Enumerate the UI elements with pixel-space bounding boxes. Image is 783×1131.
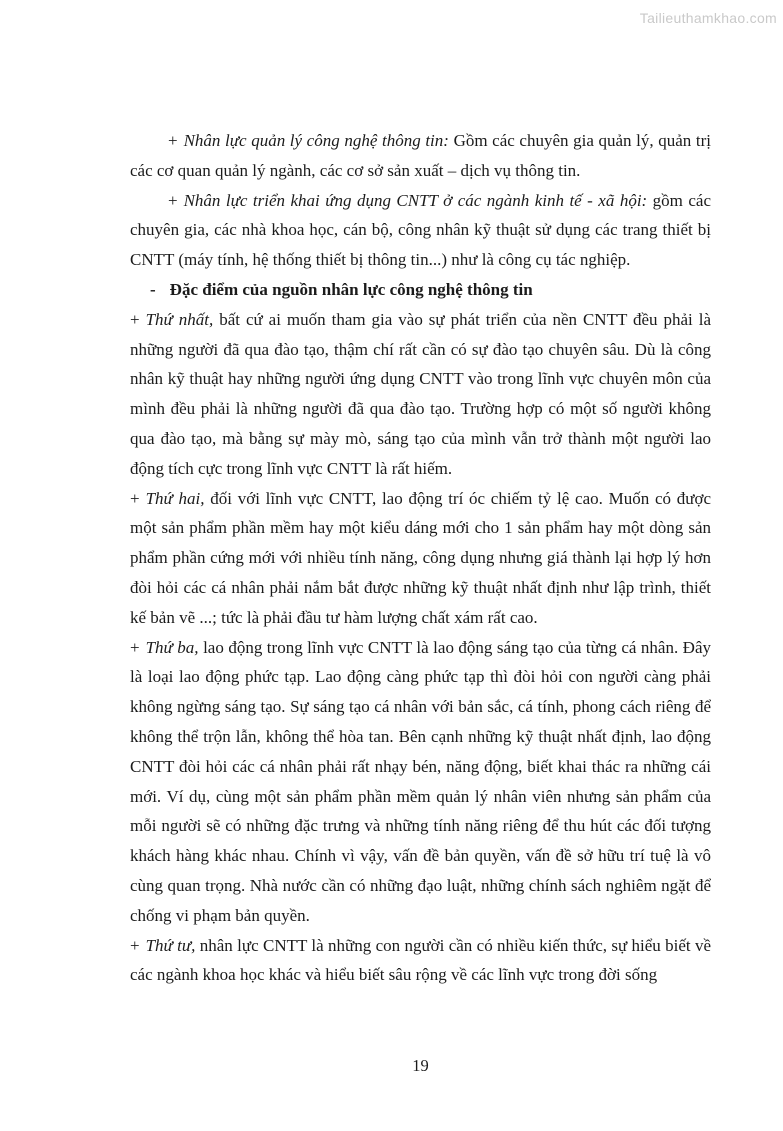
paragraph-nhan-luc-quan-ly	[130, 126, 711, 186]
paragraph-lead: Thứ ba,	[145, 637, 199, 657]
section-heading-label: Đặc điểm của nguồn nhân lực công nghệ thông tin	[169, 279, 533, 299]
watermark: Tailieuthamkhao.com	[639, 10, 777, 26]
dash-marker: -	[150, 279, 156, 299]
page-number: 19	[412, 1056, 429, 1075]
paragraph-text: gồm các chuyên gia, các nhà khoa học, cán bộ, công nhân kỹ thuật sử dụng các trang thiết bị CNTT (máy tính, hệ thống thiết bị thông tin...) như là công cụ tác nghiệp.	[130, 190, 711, 270]
paragraph-lead: Nhân lực triển khai ứng dụng CNTT ở các ngành kinh tế - xã hội:	[183, 190, 648, 210]
paragraph-lead: Thứ hai,	[145, 488, 205, 508]
plus-marker: +	[168, 190, 178, 210]
paragraph-text: Gồm các chuyên gia quản lý, quản trị các cơ quan quản lý ngành, các cơ sở sản xuất – dịch vụ thông tin.	[130, 131, 712, 180]
paragraph-thu-ba	[130, 633, 711, 931]
paragraph-lead: Thứ tư,	[145, 935, 196, 955]
plus-marker: +	[168, 131, 178, 150]
paragraph-lead: Thứ nhất,	[145, 309, 214, 329]
section-heading	[130, 275, 711, 305]
plus-marker: +	[130, 935, 140, 955]
paragraph-text: lao động trong lĩnh vực CNTT là lao động sáng tạo của từng cá nhân. Đây là loại lao động phức tạp. Lao động càng phức tạp thì đòi hỏi con người càng phải không ngừng sáng tạo. Sự sáng tạo cá nhân với bản sắc, cá tính, phong cách riêng để không thể trộn lẫn, không thể hòa tan. Bên cạnh những kỹ thuật nhất định, lao động CNTT đòi hỏi các cá nhân phải rất nhạy bén, năng động, biết khai thác ra những cái mới. Ví dụ, cùng một sản phẩm phần mềm quản lý nhân viên nhưng sản phẩm của mỗi người sẽ có những đặc trưng và những tính năng riêng để thu hút các đối tượng khách hàng khác nhau. Chính vì vậy, vấn đề bản quyền, vấn đề sở hữu trí tuệ là vô cùng quan trọng. Nhà nước cần có những đạo luật, những chính sách nghiêm ngặt để chống vi phạm bản quyền.	[130, 637, 712, 925]
plus-marker: +	[130, 488, 140, 508]
plus-marker: +	[130, 309, 140, 329]
plus-marker: +	[130, 637, 140, 657]
paragraph-thu-hai	[130, 484, 711, 633]
document-content	[130, 126, 711, 990]
paragraph-text: nhân lực CNTT là những con người cần có nhiều kiến thức, sự hiểu biết về các ngành khoa học khác và hiểu biết sâu rộng về các lĩnh vực trong đời sống	[130, 935, 711, 985]
paragraph-lead: Nhân lực quản lý công nghệ thông tin:	[183, 131, 449, 150]
paragraph-text: bất cứ ai muốn tham gia vào sự phát triển của nền CNTT đều phải là những người đã qua đào tạo, thậm chí rất cần có sự đào tạo chuyên sâu. Dù là công nhân kỹ thuật hay những người ứng dụng CNTT vào trong lĩnh vực chuyên môn của mình đều phải là những người đã qua đào tạo. Trường hợp có một số người không qua đào tạo, mà bằng sự mày mò, sáng tạo của mình vẫn trở thành một người lao động tích cực trong lĩnh vực CNTT là rất hiếm.	[130, 309, 712, 478]
paragraph-thu-nhat	[130, 305, 711, 484]
paragraph-nhan-luc-trien-khai	[130, 186, 711, 275]
paragraph-thu-tu	[130, 931, 711, 991]
paragraph-text: đối với lĩnh vực CNTT, lao động trí óc chiếm tỷ lệ cao. Muốn có được một sản phẩm phần mềm hay một kiểu dáng mới cho 1 sản phẩm hay một dòng sản phẩm phần cứng mới với nhiều tính năng, công dụng nhưng giá thành lại hợp lý hơn đòi hỏi các cá nhân phải nắm bắt được những kỹ thuật nhất định như lập trình, thiết kế bản vẽ ...; tức là phải đầu tư hàm lượng chất xám rất cao.	[130, 488, 711, 627]
